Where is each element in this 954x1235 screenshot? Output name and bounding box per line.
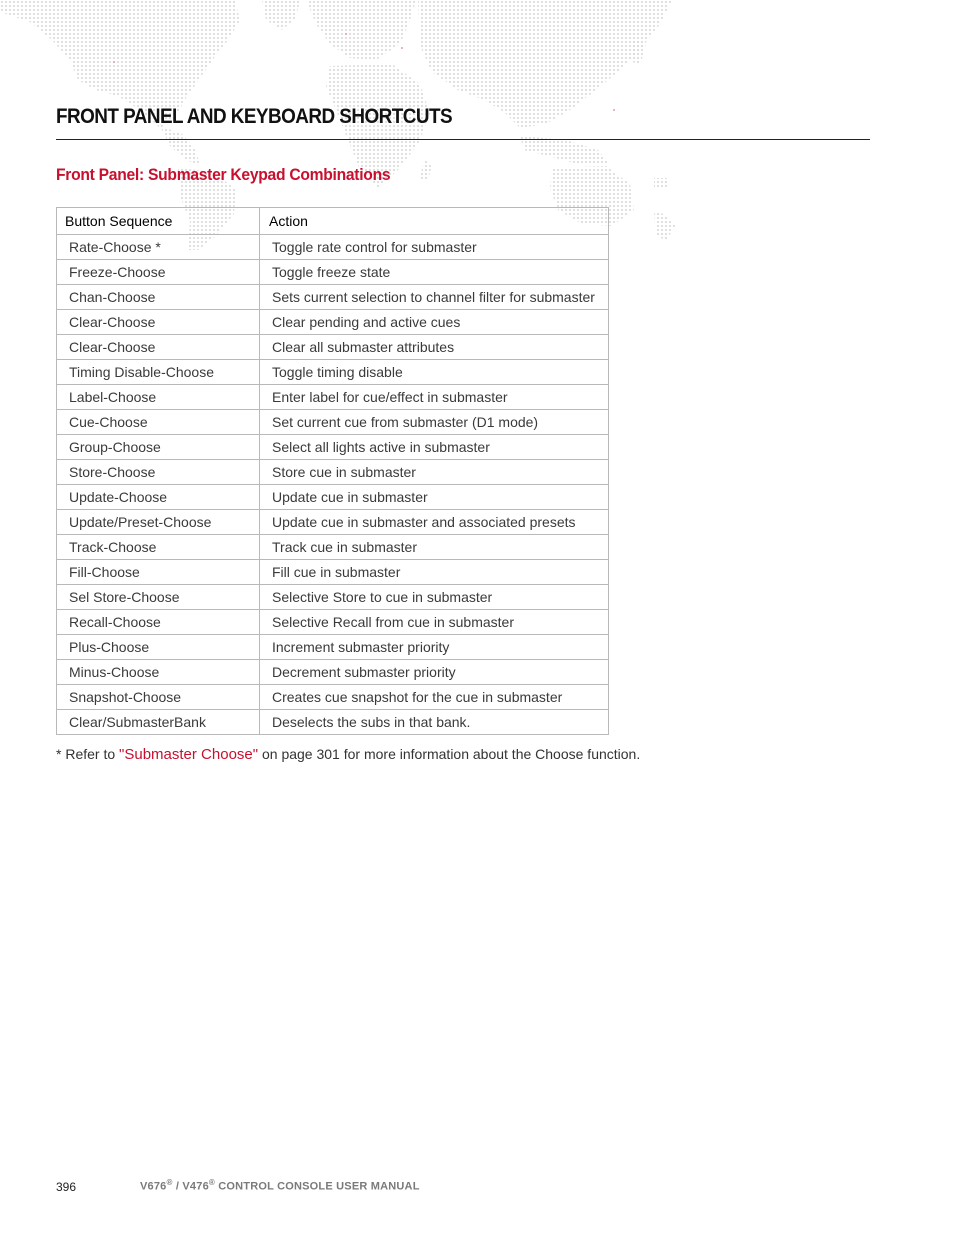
table-row	[57, 485, 609, 510]
table-row	[57, 335, 609, 360]
button-sequence-cell: Fill-Choose	[57, 560, 260, 585]
table-header-row	[57, 208, 609, 235]
model-a: V676	[140, 1180, 167, 1193]
table-row	[57, 710, 609, 735]
table-row	[57, 660, 609, 685]
action-cell: Selective Store to cue in submaster	[260, 585, 609, 610]
button-sequence-cell: Update/Preset-Choose	[57, 510, 260, 535]
action-cell: Toggle timing disable	[260, 360, 609, 385]
action-cell: Update cue in submaster and associated presets	[260, 510, 609, 535]
action-cell: Store cue in submaster	[260, 460, 609, 485]
table-row	[57, 685, 609, 710]
section-title: Front Panel: Submaster Keypad Combinations	[56, 165, 391, 184]
button-sequence-cell: Chan-Choose	[57, 285, 260, 310]
model-separator: /	[172, 1180, 183, 1193]
button-sequence-cell: Clear/SubmasterBank	[57, 710, 260, 735]
button-sequence-cell: Snapshot-Choose	[57, 685, 260, 710]
action-cell: Clear pending and active cues	[260, 310, 609, 335]
table-row	[57, 460, 609, 485]
action-cell: Sets current selection to channel filter for submaster	[260, 285, 609, 310]
action-cell: Track cue in submaster	[260, 535, 609, 560]
table-row	[57, 385, 609, 410]
action-cell: Deselects the subs in that bank.	[260, 710, 609, 735]
button-sequence-cell: Cue-Choose	[57, 410, 260, 435]
action-cell: Clear all submaster attributes	[260, 335, 609, 360]
model-b: V476	[182, 1180, 209, 1193]
footnote	[56, 746, 640, 763]
button-sequence-cell: Freeze-Choose	[57, 260, 260, 285]
footnote-suffix: on page 301 for more information about the Choose function.	[258, 746, 641, 762]
button-sequence-cell: Label-Choose	[57, 385, 260, 410]
button-sequence-cell: Clear-Choose	[57, 310, 260, 335]
title-divider	[56, 139, 870, 140]
table-row	[57, 285, 609, 310]
table-row	[57, 510, 609, 535]
manual-name: CONTROL CONSOLE USER MANUAL	[215, 1180, 420, 1193]
button-sequence-cell: Clear-Choose	[57, 335, 260, 360]
button-sequence-cell: Sel Store-Choose	[57, 585, 260, 610]
table-row	[57, 235, 609, 260]
button-sequence-cell: Update-Choose	[57, 485, 260, 510]
button-sequence-cell: Rate-Choose *	[57, 235, 260, 260]
table-row	[57, 635, 609, 660]
action-cell: Decrement submaster priority	[260, 660, 609, 685]
action-cell: Selective Recall from cue in submaster	[260, 610, 609, 635]
registered-mark-a: ®	[166, 1178, 173, 1187]
registered-mark-b: ®	[208, 1178, 215, 1187]
button-sequence-cell: Plus-Choose	[57, 635, 260, 660]
action-cell: Set current cue from submaster (D1 mode)	[260, 410, 609, 435]
button-sequence-cell: Track-Choose	[57, 535, 260, 560]
table-row	[57, 610, 609, 635]
manual-title	[140, 1178, 420, 1193]
action-cell: Increment submaster priority	[260, 635, 609, 660]
action-cell: Update cue in submaster	[260, 485, 609, 510]
button-sequence-cell: Recall-Choose	[57, 610, 260, 635]
action-cell: Toggle freeze state	[260, 260, 609, 285]
table-row	[57, 585, 609, 610]
table-row	[57, 360, 609, 385]
submaster-keypad-table	[56, 207, 609, 735]
button-sequence-cell: Minus-Choose	[57, 660, 260, 685]
column-header-action: Action	[260, 208, 609, 235]
action-cell: Fill cue in submaster	[260, 560, 609, 585]
page-number: 396	[56, 1180, 77, 1194]
table-row	[57, 435, 609, 460]
button-sequence-cell: Store-Choose	[57, 460, 260, 485]
action-cell: Select all lights active in submaster	[260, 435, 609, 460]
action-cell: Creates cue snapshot for the cue in submaster	[260, 685, 609, 710]
table-row	[57, 560, 609, 585]
table-row	[57, 260, 609, 285]
page-title: FRONT PANEL AND KEYBOARD SHORTCUTS	[56, 105, 453, 128]
footnote-prefix: * Refer to	[56, 746, 120, 762]
action-cell: Toggle rate control for submaster	[260, 235, 609, 260]
column-header-button-sequence: Button Sequence	[57, 208, 260, 235]
table-row	[57, 310, 609, 335]
action-cell: Enter label for cue/effect in submaster	[260, 385, 609, 410]
table-row	[57, 535, 609, 560]
table-row	[57, 410, 609, 435]
submaster-choose-link[interactable]: "Submaster Choose"	[119, 746, 259, 763]
button-sequence-cell: Timing Disable-Choose	[57, 360, 260, 385]
button-sequence-cell: Group-Choose	[57, 435, 260, 460]
